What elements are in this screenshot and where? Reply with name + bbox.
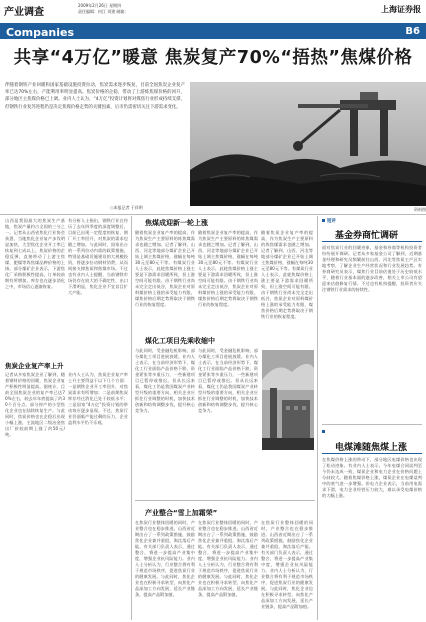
page-number: B6 xyxy=(405,26,420,37)
coal-chemical-col2: 与此同时，受金融危机影响，部分煤化工项目进展放缓。业内人士表示，在当前经济形势下，煤化工行业面临产品价格下跌、资金紧张等多重压力，一些新建项目已暂停或推迟。但从长远来看，煤化工仍是我国煤炭产业转型升级的重要方向，相关企业应抓住行业调整的时机，加快技术创新和结构调整步伐，提升核心竞争力。 xyxy=(198,348,258,413)
lead-paragraph: 伴随着钢铁产业回暖和国家基础设施投资拉动，焦炭需求逐步恢复，目前全国焦炭企业复产率已达70%左右，产能利用率明显提高。焦炭价格的企稳，带动了上游炼焦煤价格的回升，部分地区主焦煤价格已上调。业内人士认为，“4万亿”投资计划将对煤焦行业形成持续支撑，但钢铁行业复苏进程仍是决定焦煤价格走势的关键因素，后市仍需密切关注下游需求变化。 xyxy=(5,83,185,110)
integration-heading: 产业整合“雪上加霜荣” xyxy=(145,509,218,517)
coal-article-col2: 随着焦炭企业复产率的提高，作为焦炭生产主要原料的炼焦煤需求也随之增加。记者了解到，山西、河北等地部分煤矿企业已开始上调主焦煤价格，涨幅在每吨30元至80元不等。有煤炭行业人士表示，此轮焦煤价格上涨主要是下游需求回暖所致，但上涨空间可能有限。由于钢铁行业尚未完全走出低谷，焦炭企业对原料煤价格上涨的承受能力有限，煤焦价格后期走势将取决于钢铁行业的恢复程度。 xyxy=(198,230,258,307)
article-col1: 山西是我国最大的焦炭生产基地，焦炭产量约占全国的三分之一。记者从山西省焦化行业协会获悉，当地焦化企业复产步伐明显加快，大型焦化企业开工率已恢复到七成以上。焦炭价格的企稳反弹，直接带动了上游主焦煤、肥煤等炼焦煤品种价格的上扬。部分煤矿企业表示，下游焦化厂采购积极性提高，订单较前期有所增加，库存也在逐步消化之中，市场信心逐渐恢复。 xyxy=(5,218,65,289)
coal-article-col1: 随着焦炭企业复产率的提高，作为焦炭生产主要原料的炼焦煤需求也随之增加。记者了解到，山西、河北等地部分煤矿企业已开始上调主焦煤价格，涨幅在每吨30元至80元不等。有煤炭行业人士表示，此轮焦煤价格上涨主要是下游需求回暖所致，但上涨空间可能有限。由于钢铁行业尚未完全走出低谷，焦炭企业对原料煤价格上涨的承受能力有限，煤焦价格后期走势将取决于钢铁行业的恢复程度。 xyxy=(135,230,195,307)
divider xyxy=(0,214,426,215)
issue-date: 2009年2月26日 星期四 xyxy=(78,3,122,8)
factory-photo xyxy=(262,350,314,450)
coal-yard-photo xyxy=(190,82,426,206)
section-banner-label: Companies xyxy=(6,26,74,39)
article-col3: 记者从多家焦炭企业了解到，随着钢材价格的回暖，焦炭企业复产积极性明显提高。据统计，目前全国焦炭企业的复产率已达70%左右，较去年年底提高了约30个百分点。部分停产的小型焦化企业也在陆续恢复生产。与此同时，焦炭价格也在企稳后出现小幅上涨，主流地区二级冶金焦出厂价较前期上涨了约50元/吨。 xyxy=(5,372,65,437)
page-header xyxy=(0,0,426,25)
square-bullet-icon xyxy=(322,430,325,433)
divider xyxy=(322,241,422,242)
thermal-coal-text: 在焦煤价格上涨的带动下，部分地区电煤价格也出现了松动迹象。有业内人士表示，今年电煤合同谈判至今仍未达成一致，煤炭企业和电力企业在价格问题上分歧较大。随着焦煤价格上涨，煤炭企业在电煤谈判中的底气进一步增强。但电力企业表示，当前用电需求下滑，电力企业经营压力较大，难以承受电煤价格的大幅上涨。 xyxy=(322,457,422,498)
coal-chemical-heading: 煤化工项目先乘收缩中 xyxy=(145,337,215,345)
coal-article-col3: 随着焦炭企业复产率的提高，作为焦炭生产主要原料的炼焦煤需求也随之增加。记者了解到，山西、河北等地部分煤矿企业已开始上调主焦煤价格，涨幅在每吨30元至80元不等。有煤炭行业人士表示，此轮焦煤价格上涨主要是下游需求回暖所致，但上涨空间可能有限。由于钢铁行业尚未完全走出低谷，焦炭企业对原料煤价格上涨的承受能力有限，煤焦价格后期走势将取决于钢铁行业的恢复程度。 xyxy=(261,230,313,319)
fund-research-text: 面对焦炭行业的回暖迹象，基金和券商等机构投资者纷纷展开调研。记者从多家基金公司了解到，近期基金经理和研究员频繁前往山西、河北等焦炭主产区实地考察，了解企业生产经营状况和行业发展趋势。有券商研究员表示，煤焦行业目前估值处于历史较低水平，随着行业基本面的逐步改善，相关上市公司有望迎来估值修复行情。不过也有机构提醒，投资者应关注钢铁行业需求的持续性。 xyxy=(322,245,422,292)
section-title: 产业调查 xyxy=(4,7,44,18)
square-bullet-icon xyxy=(322,219,325,222)
integration-col1: 在焦炭行业整体回暖的同时，产业整合也在稳步推进。山西省近期出台了一系列政策措施，鼓励焦化企业兼并重组，淘汰落后产能。有关部门负责人表示，通过整合，将进一步提高产业集中度，增强企业抗风险能力。业内人士分析认为，行业整合将有利于规范市场秩序，促进焦炭行业的健康发展。与此同时，焦化企业也在积极寻求转型，向焦化产品深加工方向发展，延长产业链条，提高产品附加值。 xyxy=(135,520,195,597)
column-divider xyxy=(131,216,132,620)
divider xyxy=(135,500,315,501)
subheading-coke-restart: 焦炭企业复产率上升 xyxy=(5,362,64,370)
integration-col3: 在焦炭行业整体回暖的同时，产业整合也在稳步推进。山西省近期出台了一系列政策措施，鼓励焦化企业兼并重组，淘汰落后产能。有关部门负责人表示，通过整合，将进一步提高产业集中度，增强企业抗风险能力。业内人士分析认为，行业整合将有利于规范市场秩序，促进焦炭行业的健康发展。与此同时，焦化企业也在积极寻求转型，向焦化产品深加工方向发展，延长产业链条，提高产品附加值。 xyxy=(261,520,313,609)
editor-line: 责任编辑：何江 刘建 邮箱： xyxy=(78,9,129,14)
byline: ○本报记者 于祥明 xyxy=(110,205,143,210)
divider xyxy=(322,424,422,425)
coal-article-heading: 焦煤成迎新一轮上涨 xyxy=(145,219,208,227)
article-col2: 有分析人士指出，钢铁行业在经历了去年四季度的深度调整后，目前已出现一定程度的恢复，钢厂开工率回升，对焦炭的需求也随之增加。与此同时，国家出台的一系列拉动内需的政策措施，特别是基础设施建设的大规模投资，将逐步拉动钢材消费，从而间接支撑焦炭和焦煤市场。不过也有业内人士提醒，当前钢铁市场仍存在较大的不确定性，出口下滑明显，焦化企业不宜盲目扩大产能。 xyxy=(68,218,128,295)
commentary-label xyxy=(322,218,336,224)
divider xyxy=(322,453,422,454)
photo-caption: 资料图 xyxy=(414,207,426,212)
fund-research-heading: 基金券商忙调研 xyxy=(335,231,399,241)
thermal-coal-heading: 电煤滩随焦煤上涨 xyxy=(335,443,408,453)
article-col4: 业内人士认为，焦炭企业复产率上升主要得益于以下几个方面：一是钢铁企业开工率回升，对焦炭需求有所增加；二是前期焦炭库存经过消化已处于较低水平；三是国家“4万亿”投资计划的带动效应逐步显现。不过，焦炭行业仍面临产能过剩的压力，企业盈利水平仍不乐观。 xyxy=(68,372,128,425)
commentary-label-text: 短评 xyxy=(327,219,336,224)
column-divider xyxy=(317,216,318,620)
integration-col2: 在焦炭行业整体回暖的同时，产业整合也在稳步推进。山西省近期出台了一系列政策措施，鼓励焦化企业兼并重组，淘汰落后产能。有关部门负责人表示，通过整合，将进一步提高产业集中度，增强企业抗风险能力。业内人士分析认为，行业整合将有利于规范市场秩序，促进焦炭行业的健康发展。与此同时，焦化企业也在积极寻求转型，向焦化产品深加工方向发展，延长产业链条，提高产品附加值。 xyxy=(198,520,258,597)
main-headline: 共享“4万亿”暖意 焦炭复产70%“捂热”焦煤价格 xyxy=(13,48,413,68)
coal-chemical-col1: 与此同时，受金融危机影响，部分煤化工项目进展放缓。业内人士表示，在当前经济形势下，煤化工行业面临产品价格下跌、资金紧张等多重压力，一些新建项目已暂停或推迟。但从长远来看，煤化工仍是我国煤炭产业转型升级的重要方向，相关企业应抓住行业调整的时机，加快技术创新和结构调整步伐，提升核心竞争力。 xyxy=(135,348,195,413)
paper-name: 上海证券报 xyxy=(381,4,421,14)
